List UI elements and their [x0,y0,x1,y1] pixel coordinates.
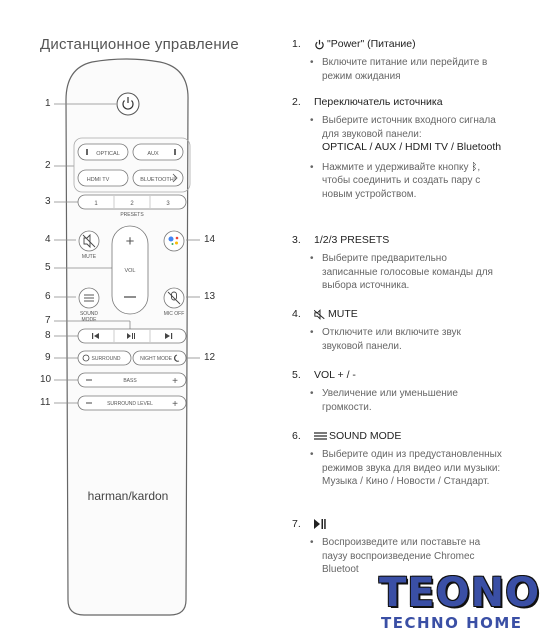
play-pause-icon [314,519,326,529]
preset-1-label: 1 [94,201,98,207]
assistant-icon [169,237,174,242]
section-presets [292,234,502,299]
surround-label: SURROUND [91,356,121,362]
section-volume [292,369,502,420]
watermark-subtitle: TECHNO HOME [381,614,523,632]
aux-icon [174,149,176,155]
section-number: 4. [292,308,301,320]
optical-label: OPTICAL [96,151,120,157]
surround-level-plus-icon: + [172,399,178,410]
section-number: 1. [292,38,301,50]
section-number: 3. [292,234,301,246]
section-bullet: • Выберите предварительно записанные голосовые команды для выбора источника. [322,252,502,293]
section-bullet: • Выберите один из предустановленных режимов звука для видео или музыки: Музыка / Кино / Новости / Стандарт. [322,448,502,489]
section-heading: 1/2/3 PRESETS [314,234,390,246]
surround-level-label: SURROUND LEVEL [107,401,153,407]
section-bullet [322,114,502,155]
page-title: Дистанционное управление [40,36,239,53]
callout-10: 10 [40,374,52,385]
callout-5: 5 [45,262,51,273]
bullet-text: Нажмите и удерживайте кнопку [322,161,469,173]
section-source [292,96,502,207]
power-icon [314,39,325,50]
source-list: OPTICAL / AUX / HDMI TV / Bluetooth [322,141,502,153]
preset-3-label: 3 [166,201,170,207]
section-number: 7. [292,518,301,530]
bluetooth-icon: ᛒ [471,161,478,173]
mute-label: MUTE [81,254,97,260]
bullet-text: Bluetoot [322,564,359,575]
callout-1: 1 [45,98,51,109]
callout-3: 3 [45,196,51,207]
section-bullet [322,161,502,202]
callout-14: 14 [204,234,216,245]
callout-11: 11 [40,397,51,408]
callout-13: 13 [204,291,216,302]
section-number: 5. [292,369,301,381]
section-sound-mode [292,430,502,495]
watermark-logo-text: TEONO [379,570,541,616]
presets-label: PRESETS [120,212,144,218]
section-number: 6. [292,430,301,442]
callout-7: 7 [45,315,51,326]
callout-4: 4 [45,234,51,245]
callout-8: 8 [45,330,51,341]
section-heading: "Power" (Питание) [327,38,416,50]
mute-icon [314,309,326,320]
callout-6: 6 [45,291,51,302]
bullet-text: , чтобы соединить и создать пару с новым устройством. [322,161,481,200]
aux-label: AUX [147,151,159,157]
section-bullet: • Увеличение или уменьшение громкости. [322,387,502,414]
sound-mode-icon [314,431,327,441]
section-heading: SOUND MODE [329,430,402,442]
assistant-button [164,231,184,251]
vol-plus-icon: + [125,233,135,250]
section-heading: VOL + / - [314,369,356,381]
sound-mode-label-2: MODE [81,317,97,323]
power-button [117,93,139,115]
optical-icon [86,149,88,155]
section-heading: Переключатель источника [314,96,443,108]
mic-off-label: MIC OFF [163,311,185,317]
bullet-text: Выберите источник входного сигнала для звуковой панели: [322,115,496,140]
bass-plus-icon: + [172,376,178,387]
section-number: 2. [292,96,301,108]
bass-label: BASS [123,378,137,384]
section-bullet: • Отключите или включите звук звуковой панели. [322,326,502,353]
callout-9: 9 [45,352,51,363]
callout-2: 2 [45,160,51,171]
callout-12: 12 [204,352,216,363]
bullet-text: Воспроизведите или поставьте на паузу воспроизведение Chromec [322,537,481,562]
section-bullet: • Включите питание или перейдите в режим ожидания [322,56,492,83]
section-power [292,38,492,89]
preset-2-label: 2 [130,201,134,207]
section-mute [292,308,502,359]
hdmi-tv-label: HDMI TV [86,177,110,183]
teono-watermark [375,570,547,640]
brand-logo: harman/kardon [87,489,169,503]
sound-mode-label-1: SOUND [79,311,99,317]
vol-label: VOL [124,268,136,274]
section-heading: MUTE [328,308,358,320]
bluetooth-label: BLUETOOTH [140,177,174,183]
night-mode-label: NIGHT MODE [140,356,172,362]
